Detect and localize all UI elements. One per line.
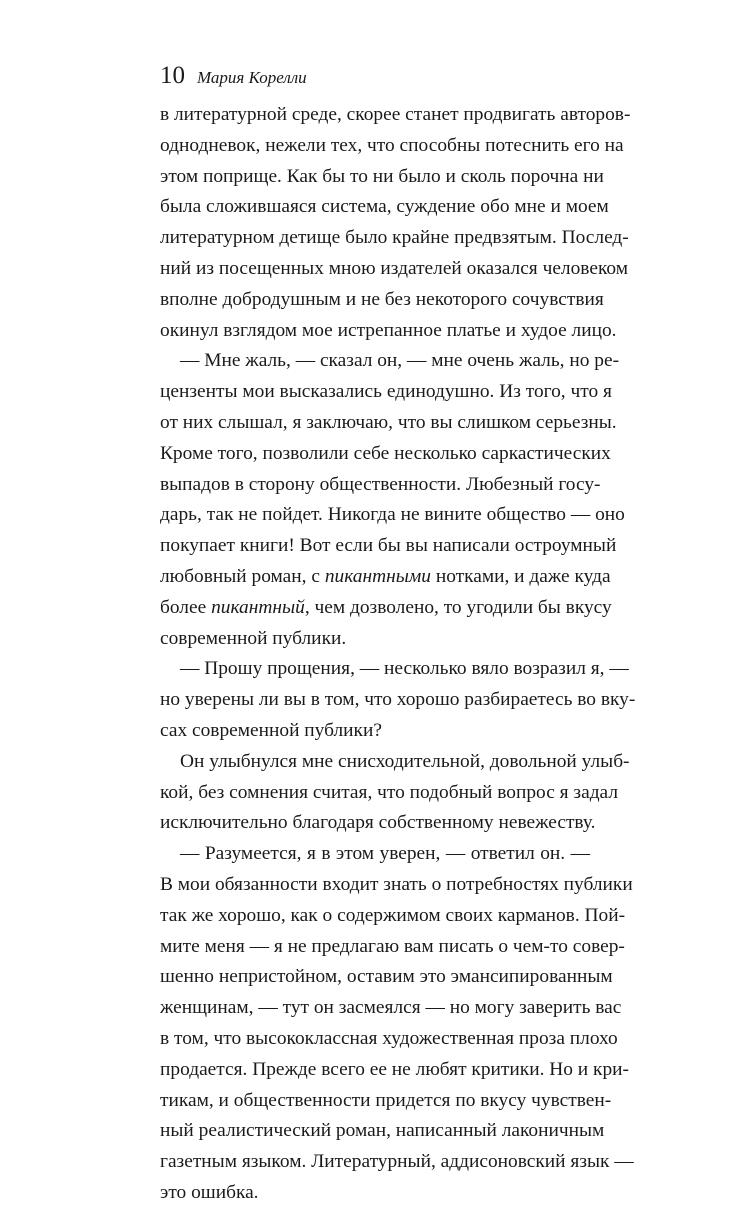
- text-line: в литературной среде, скорее станет продвигать авторов-: [160, 104, 631, 125]
- text-line: исключительно благодаря собственному невежеству.: [160, 812, 596, 834]
- text-line: — Разумеется, я в этом уверен, — ответил он. —: [180, 843, 590, 865]
- text-line: дарь, так не пойдет. Никогда не вините общество — оно: [160, 504, 625, 526]
- text-line: но уверены ли вы в том, что хорошо разбираетесь во вку-: [160, 689, 636, 711]
- text-line: была сложившаяся система, суждение обо мне и моем: [160, 196, 609, 218]
- text-line: этом поприще. Как бы то ни было и сколь порочна ни: [160, 165, 604, 187]
- italic-word: пикантными: [324, 565, 431, 587]
- text-line: мите меня — я не предлагаю вам писать о чем-то совер-: [160, 935, 625, 957]
- text-line: ний из посещенных мною издателей оказался человеком: [160, 257, 628, 279]
- text-line: покупает книги! Вот если бы вы написали остроумный: [160, 535, 617, 557]
- text-line: так же хорошо, как о содержимом своих карманов. Пой-: [160, 904, 626, 926]
- running-header: [160, 62, 307, 90]
- text-line: это ошибка.: [160, 1181, 259, 1203]
- text-line: газетным языком. Литературный, аддисоновский язык —: [160, 1151, 634, 1173]
- body-text: [160, 100, 636, 1209]
- text-line: женщинам, — тут он засмеялся — но могу заверить вас: [160, 997, 622, 1019]
- text-line: литературном детище было крайне предвзятым. Послед-: [160, 227, 629, 249]
- text-line: окинул взглядом мое истрепанное платье и худое лицо.: [160, 319, 617, 341]
- page-number: 10: [160, 62, 185, 89]
- text-line: В мои обязанности входит знать о потребностях публики: [160, 873, 633, 895]
- text-line: любовный роман, с пикантными нотками, и даже куда: [160, 565, 611, 587]
- text-line: в том, что высококлассная художественная проза плохо: [160, 1027, 618, 1049]
- text-line: сах современной публики?: [160, 719, 382, 741]
- text-line: продается. Прежде всего ее не любят критики. Но и кри-: [160, 1058, 629, 1080]
- text-line: — Прошу прощения, — несколько вяло возразил я, —: [180, 658, 629, 680]
- text-line: более пикантный, чем дозволено, то угодили бы вкусу: [160, 596, 612, 618]
- text-line: вполне добродушным и не без некоторого сочувствия: [160, 288, 604, 310]
- text-line: от них слышал, я заключаю, что вы слишком серьезны.: [160, 411, 617, 433]
- text-line: тикам, и общественности придется по вкусу чувствен-: [160, 1089, 612, 1111]
- italic-word: пикантный: [211, 596, 305, 618]
- text-line: выпадов в сторону общественности. Любезный госу-: [160, 473, 601, 495]
- text-line: шенно непристойном, оставим это эмансипированным: [160, 966, 613, 988]
- text-line: Он улыбнулся мне снисходительной, довольной улыб-: [180, 750, 630, 772]
- text-line: цензенты мои высказались единодушно. Из того, что я: [160, 381, 612, 403]
- text-line: ный реалистический роман, написанный лаконичным: [160, 1120, 605, 1142]
- text-line: кой, без сомнения считая, что подобный вопрос я задал: [160, 781, 619, 803]
- text-line: — Мне жаль, — сказал он, — мне очень жаль, но ре-: [180, 350, 620, 372]
- author-name: Мария Корелли: [197, 68, 307, 87]
- text-line: Кроме того, позволили себе несколько саркастических: [160, 442, 611, 464]
- text-line: современной публики.: [160, 627, 347, 649]
- text-line: однодневок, нежели тех, что способны потеснить его на: [160, 134, 624, 156]
